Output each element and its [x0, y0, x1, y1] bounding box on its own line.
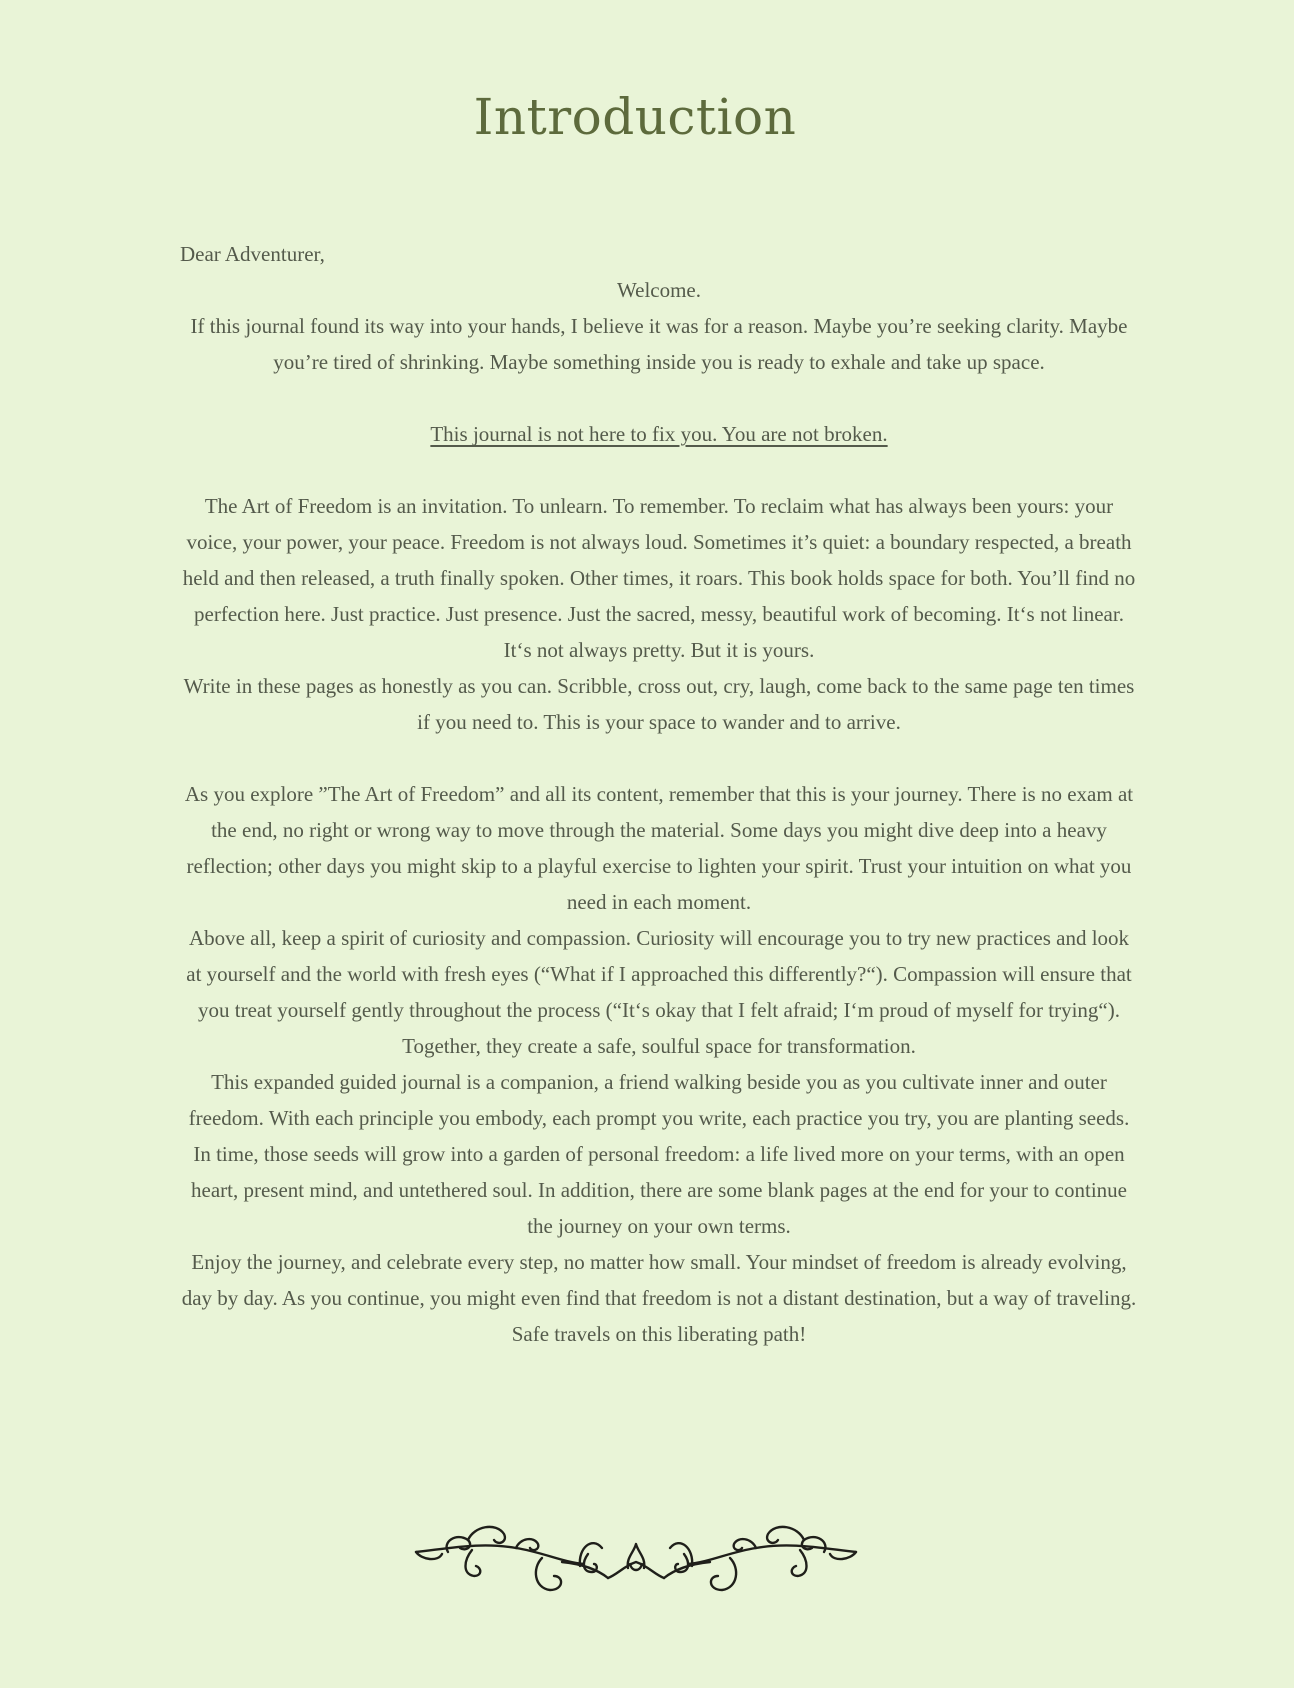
enjoy-paragraph: Enjoy the journey, and celebrate every step, no matter how small. Your mindset of freedom is already evolving, day by day. As you continue, you might even find that freedom is not a distant destination, but a way of traveling. Safe travels on this liberating path! — [181, 1250, 1137, 1346]
flourish-left-half — [416, 1527, 608, 1590]
intro-paragraph: If this journal found its way into your hands, I believe it was for a reason. Maybe you’re seeking clarity. Maybe you’re tired of shrinking. Maybe something inside you is ready to exhale and take up space. — [190, 314, 1128, 374]
salutation: Dear Adventurer, — [180, 242, 325, 266]
paragraph-gap — [180, 380, 1138, 416]
paragraph-gap — [180, 740, 1138, 776]
flourish-divider-icon — [412, 1518, 860, 1594]
flourish-center — [608, 1544, 664, 1578]
page-title: Introduction — [473, 88, 797, 146]
curiosity-paragraph: Above all, keep a spirit of curiosity and compassion. Curiosity will encourage you to try new practices and look at yourself and the world with fresh eyes (“What if I approached this differently?“). Compassion will ensure that you treat yourself gently throughout the process (“It‘s okay that I felt afraid; I‘m proud of myself for trying“). Together, they create a safe, soulful space for transformation. — [186, 926, 1132, 1058]
explore-paragraph: As you explore ”The Art of Freedom” and all its content, remember that this is your journey. There is no exam at the end, no right or wrong way to move through the material. Some days you might dive deep into a heavy reflection; other days you might skip to a playful exercise to lighten your spirit. Trust your intuition on what you need in each moment. — [184, 782, 1134, 914]
letter-body — [180, 236, 1138, 1352]
write-pages-paragraph: Write in these pages as honestly as you can. Scribble, cross out, cry, laugh, come back to the same page ten times if you need to. This is your space to wander and to arrive. — [183, 674, 1135, 734]
art-of-freedom-paragraph: The Art of Freedom is an invitation. To unlearn. To remember. To reclaim what has always been yours: your voice, your power, your peace. Freedom is not always loud. Sometimes it’s quiet: a boundary respected, a breath held and then released, a truth finally spoken. Other times, it roars. This book holds space for both. You’ll find no perfection here. Just practice. Just presence. Just the sacred, messy, beautiful work of becoming. It‘s not linear. It‘s not always pretty. But it is yours. — [182, 494, 1136, 662]
flourish-right-half — [664, 1527, 856, 1590]
companion-paragraph: This expanded guided journal is a companion, a friend walking beside you as you cultivate inner and outer freedom. With each principle you embody, each prompt you write, each practice you try, you are planting seeds. In time, those seeds will grow into a garden of personal freedom: a life lived more on your terms, with an open heart, present mind, and untethered soul. In addition, there are some blank pages at the end for your to continue the journey on your own terms. — [188, 1070, 1130, 1238]
paragraph-gap — [180, 452, 1138, 488]
underlined-statement: This journal is not here to fix you. You are not broken. — [430, 422, 888, 446]
highlight-line — [180, 416, 1138, 452]
welcome-line: Welcome. — [616, 278, 702, 302]
